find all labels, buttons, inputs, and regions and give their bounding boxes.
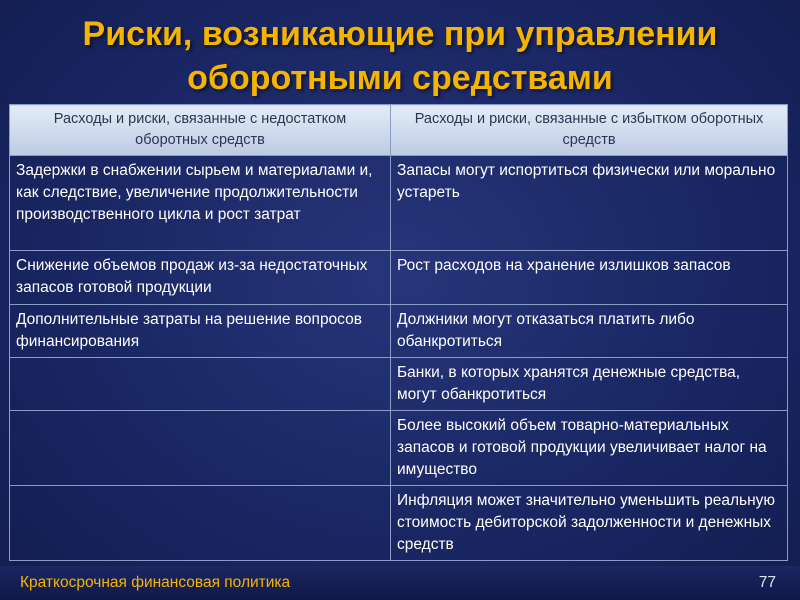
header-shortage: Расходы и риски, связанные с недостатком оборотных средств [10,105,391,156]
table-row [10,358,788,411]
table-cell [10,411,391,486]
slide-title-line-2: оборотными средствами [187,59,613,97]
table-cell [10,358,391,411]
table-header-row [10,105,788,156]
page-number: 77 [758,574,776,591]
table-row [10,411,788,486]
footer-title: Краткосрочная финансовая политика [20,574,291,591]
slide-title [0,12,800,100]
risk-table [9,104,788,561]
table-cell: Банки, в которых хранятся денежные средства, могут обанкротиться [391,358,788,411]
table-cell [10,486,391,561]
table-row [10,305,788,358]
table-cell: Дополнительные затраты на решение вопросов финансирования [10,305,391,358]
table-cell: Снижение объемов продаж из-за недостаточных запасов готовой продукции [10,251,391,305]
table-cell: Более высокий объем товарно-материальных запасов и готовой продукции увеличивает налог на имущество [391,411,788,486]
table-cell: Задержки в снабжении сырьем и материалами и, как следствие, увеличение продолжительности производственного цикла и рост затрат [10,156,391,251]
table-cell: Инфляция может значительно уменьшить реальную стоимость дебиторской задолженности и денежных средств [391,486,788,561]
table-row [10,486,788,561]
table-cell: Запасы могут испортиться физически или морально устареть [391,156,788,251]
table-row [10,251,788,305]
table-cell: Рост расходов на хранение излишков запасов [391,251,788,305]
header-surplus: Расходы и риски, связанные с избытком оборотных средств [391,105,788,156]
slide-title-line-1: Риски, возникающие при управлении [82,15,718,53]
table-row [10,156,788,251]
table-cell: Должники могут отказаться платить либо обанкротиться [391,305,788,358]
